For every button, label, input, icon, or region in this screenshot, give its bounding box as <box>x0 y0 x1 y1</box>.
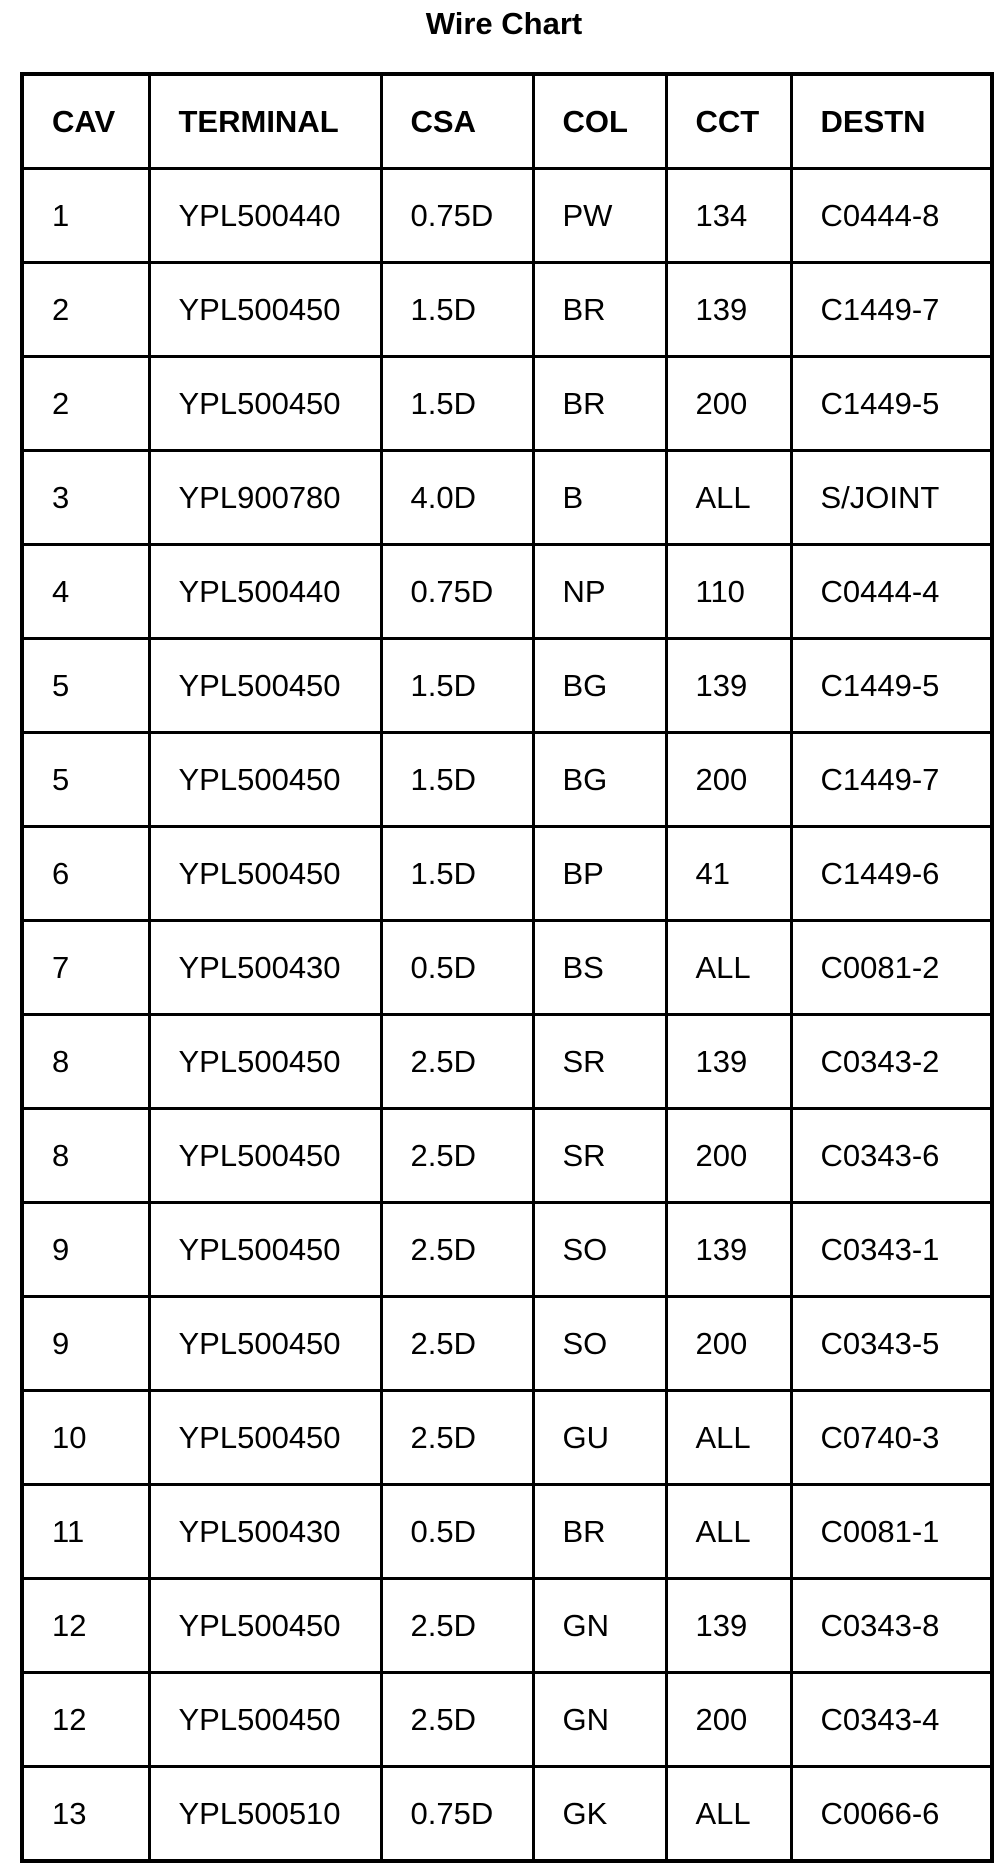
table-row <box>22 1391 992 1485</box>
cell-csa: 2.5D <box>381 1391 533 1485</box>
cell-csa: 0.75D <box>381 1767 533 1862</box>
cell-terminal: YPL500430 <box>149 1485 381 1579</box>
cell-cav: 11 <box>22 1485 149 1579</box>
cell-cct: ALL <box>666 1391 791 1485</box>
cell-cav: 2 <box>22 263 149 357</box>
cell-destn: C0444-4 <box>791 545 992 639</box>
cell-destn: C1449-5 <box>791 357 992 451</box>
cell-terminal: YPL500450 <box>149 1391 381 1485</box>
cell-cav: 8 <box>22 1109 149 1203</box>
cell-terminal: YPL500450 <box>149 1015 381 1109</box>
cell-destn: C0081-1 <box>791 1485 992 1579</box>
header-terminal: TERMINAL <box>149 74 381 169</box>
table-row <box>22 1015 992 1109</box>
table-row <box>22 1579 992 1673</box>
cell-terminal: YPL500450 <box>149 357 381 451</box>
cell-cav: 3 <box>22 451 149 545</box>
cell-cct: ALL <box>666 1767 791 1862</box>
cell-destn: C1449-7 <box>791 733 992 827</box>
header-csa: CSA <box>381 74 533 169</box>
header-cct: CCT <box>666 74 791 169</box>
table-row <box>22 1673 992 1767</box>
cell-terminal: YPL500450 <box>149 733 381 827</box>
cell-terminal: YPL500510 <box>149 1767 381 1862</box>
cell-terminal: YPL500450 <box>149 1109 381 1203</box>
cell-terminal: YPL500450 <box>149 263 381 357</box>
cell-col: GN <box>533 1673 666 1767</box>
table-row <box>22 639 992 733</box>
cell-col: BR <box>533 1485 666 1579</box>
cell-terminal: YPL500450 <box>149 1297 381 1391</box>
cell-col: BG <box>533 639 666 733</box>
cell-destn: C0343-1 <box>791 1203 992 1297</box>
header-destn: DESTN <box>791 74 992 169</box>
cell-col: SR <box>533 1015 666 1109</box>
table-row <box>22 451 992 545</box>
cell-cav: 5 <box>22 733 149 827</box>
table-row <box>22 1203 992 1297</box>
cell-csa: 0.5D <box>381 921 533 1015</box>
cell-destn: C0343-8 <box>791 1579 992 1673</box>
cell-csa: 2.5D <box>381 1015 533 1109</box>
cell-col: BS <box>533 921 666 1015</box>
cell-cct: 200 <box>666 357 791 451</box>
cell-cct: ALL <box>666 451 791 545</box>
cell-cav: 12 <box>22 1579 149 1673</box>
cell-cav: 1 <box>22 169 149 263</box>
cell-col: SO <box>533 1297 666 1391</box>
cell-cct: 139 <box>666 263 791 357</box>
cell-terminal: YPL500450 <box>149 1673 381 1767</box>
cell-cav: 2 <box>22 357 149 451</box>
cell-col: BP <box>533 827 666 921</box>
cell-terminal: YPL500440 <box>149 545 381 639</box>
cell-destn: C0343-4 <box>791 1673 992 1767</box>
cell-csa: 2.5D <box>381 1673 533 1767</box>
cell-destn: C1449-6 <box>791 827 992 921</box>
wire-chart-table <box>20 72 994 1863</box>
cell-cav: 7 <box>22 921 149 1015</box>
cell-csa: 2.5D <box>381 1203 533 1297</box>
cell-cav: 4 <box>22 545 149 639</box>
cell-destn: C0343-6 <box>791 1109 992 1203</box>
table-row <box>22 357 992 451</box>
cell-col: GN <box>533 1579 666 1673</box>
table-body <box>22 169 992 1862</box>
cell-destn: C0343-2 <box>791 1015 992 1109</box>
cell-csa: 1.5D <box>381 827 533 921</box>
cell-col: SR <box>533 1109 666 1203</box>
cell-destn: C0444-8 <box>791 169 992 263</box>
cell-col: GU <box>533 1391 666 1485</box>
table-row <box>22 1109 992 1203</box>
table-header-row <box>22 74 992 169</box>
cell-destn: C0740-3 <box>791 1391 992 1485</box>
cell-csa: 0.75D <box>381 545 533 639</box>
cell-col: PW <box>533 169 666 263</box>
table-row <box>22 1297 992 1391</box>
cell-cav: 9 <box>22 1203 149 1297</box>
cell-csa: 1.5D <box>381 263 533 357</box>
cell-cct: 200 <box>666 1109 791 1203</box>
cell-cct: 139 <box>666 1579 791 1673</box>
cell-cct: 41 <box>666 827 791 921</box>
cell-terminal: YPL500440 <box>149 169 381 263</box>
cell-col: SO <box>533 1203 666 1297</box>
cell-cct: 139 <box>666 1015 791 1109</box>
header-col: COL <box>533 74 666 169</box>
table-row <box>22 1485 992 1579</box>
cell-col: BR <box>533 357 666 451</box>
cell-csa: 0.75D <box>381 169 533 263</box>
cell-terminal: YPL500450 <box>149 639 381 733</box>
cell-terminal: YPL500430 <box>149 921 381 1015</box>
cell-destn: S/JOINT <box>791 451 992 545</box>
cell-cav: 10 <box>22 1391 149 1485</box>
cell-cct: 110 <box>666 545 791 639</box>
page-title: Wire Chart <box>425 6 583 41</box>
cell-terminal: YPL500450 <box>149 1579 381 1673</box>
cell-cct: 134 <box>666 169 791 263</box>
cell-cav: 8 <box>22 1015 149 1109</box>
table-row <box>22 921 992 1015</box>
cell-cav: 12 <box>22 1673 149 1767</box>
table-row <box>22 827 992 921</box>
cell-cav: 9 <box>22 1297 149 1391</box>
cell-cct: 200 <box>666 1297 791 1391</box>
cell-cav: 6 <box>22 827 149 921</box>
cell-csa: 2.5D <box>381 1297 533 1391</box>
cell-csa: 1.5D <box>381 639 533 733</box>
cell-csa: 0.5D <box>381 1485 533 1579</box>
cell-destn: C0066-6 <box>791 1767 992 1862</box>
cell-csa: 2.5D <box>381 1579 533 1673</box>
cell-csa: 2.5D <box>381 1109 533 1203</box>
cell-cct: 139 <box>666 639 791 733</box>
cell-col: BG <box>533 733 666 827</box>
cell-csa: 1.5D <box>381 357 533 451</box>
table-row <box>22 1767 992 1862</box>
cell-cct: 200 <box>666 733 791 827</box>
table-row <box>22 263 992 357</box>
table-row <box>22 545 992 639</box>
cell-csa: 4.0D <box>381 451 533 545</box>
cell-cct: 139 <box>666 1203 791 1297</box>
cell-destn: C1449-7 <box>791 263 992 357</box>
cell-terminal: YPL500450 <box>149 1203 381 1297</box>
cell-col: BR <box>533 263 666 357</box>
header-cav: CAV <box>22 74 149 169</box>
cell-terminal: YPL900780 <box>149 451 381 545</box>
cell-destn: C0343-5 <box>791 1297 992 1391</box>
cell-terminal: YPL500450 <box>149 827 381 921</box>
cell-cav: 5 <box>22 639 149 733</box>
cell-col: NP <box>533 545 666 639</box>
cell-cct: 200 <box>666 1673 791 1767</box>
cell-cav: 13 <box>22 1767 149 1862</box>
cell-destn: C1449-5 <box>791 639 992 733</box>
cell-cct: ALL <box>666 1485 791 1579</box>
cell-cct: ALL <box>666 921 791 1015</box>
table-row <box>22 169 992 263</box>
cell-destn: C0081-2 <box>791 921 992 1015</box>
table-row <box>22 733 992 827</box>
cell-csa: 1.5D <box>381 733 533 827</box>
cell-col: B <box>533 451 666 545</box>
cell-col: GK <box>533 1767 666 1862</box>
